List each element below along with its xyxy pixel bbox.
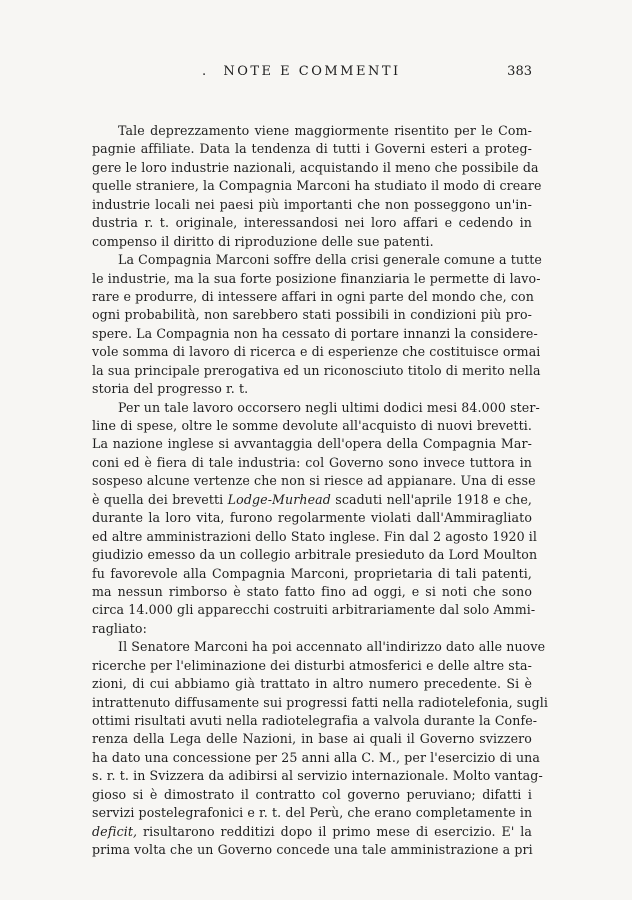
paragraph (92, 399, 540, 639)
text-line: pagnie affiliate. Data la tendenza di tutti i Governi esteri a proteg- (92, 141, 532, 157)
text-line: la sua principale prerogativa ed un riconosciuto titolo di merito nella (92, 362, 541, 378)
text-line: ogni probabilità, non sarebbero stati possibili in condizioni più pro- (92, 307, 532, 323)
header-dot: . (202, 64, 209, 79)
text-line: La nazione inglese si avvantaggia dell'opera della Compagnia Mar- (92, 436, 532, 452)
text-line: vole somma di lavoro di ricerca e di esperienze che costituisce ormai (92, 344, 541, 360)
text-line: ha dato una concessione per 25 anni alla C. M., per l'esercizio di una (92, 749, 540, 765)
text-line: s. r. t. in Svizzera da adibirsi al servizio internazionale. Molto vantag- (92, 768, 543, 784)
text-line: deficit, risultarono redditizi dopo il primo mese di esercizio. E' la (92, 823, 532, 839)
text-line: Per un tale lavoro occorsero negli ultimi dodici mesi 84.000 ster- (118, 399, 540, 415)
text-line: Il Senatore Marconi ha poi accennato all'indirizzo dato alle nuove (118, 639, 546, 655)
text-line: ragliato: (92, 620, 147, 636)
text-line: fu favorevole alla Compagnia Marconi, proprietaria di tali patenti, (92, 565, 532, 581)
text-line: renza della Lega delle Nazioni, in base ai quali il Governo svizzero (92, 731, 532, 747)
text-line: dustria r. t. originale, interessandosi nei loro affari e cedendo in (92, 215, 532, 231)
text-line: circa 14.000 gli apparecchi costruiti arbitrariamente dal solo Ammi- (92, 602, 536, 618)
text-line: le industrie, ma la sua forte posizione finanziaria le permette di lavo- (92, 270, 541, 286)
text-line: quelle straniere, la Compagnia Marconi ha studiato il modo di creare (92, 178, 542, 194)
text-line: ricerche per l'eliminazione dei disturbi atmosferici e delle altre sta- (92, 657, 532, 673)
text-line: servizi postelegrafonici e r. t. del Perù, che erano completamente in (92, 805, 533, 821)
text-line: zioni, di cui abbiamo già trattato in altro numero precedente. Si è (92, 676, 532, 692)
text-line: line di spese, oltre le somme devolute all'acquisto di nuovi brevetti. (92, 418, 532, 433)
header-title: NOTE E COMMENTI (223, 64, 401, 79)
text-line: compenso il diritto di riproduzione delle sue patenti. (92, 233, 434, 249)
text-line: ottimi risultati avuti nella radiotelegrafia a valvola durante la Confe- (92, 713, 538, 728)
paragraph (92, 122, 542, 251)
text-line: storia del progresso r. t. (92, 381, 249, 397)
text-line: gioso si è dimostrato il contratto col governo peruviano; difatti i (92, 786, 532, 802)
page-number: 383 (507, 64, 532, 79)
text-line: ed altre amministrazioni dello Stato inglese. Fin dal 2 agosto 1920 il (92, 528, 538, 544)
text-line: rare e produrre, di intessere affari in ogni parte del mondo che, con (92, 288, 534, 304)
text-line: Tale deprezzamento viene maggiormente risentito per le Com- (118, 123, 532, 138)
text-line: durante la loro vita, furono regolarmente violati dall'Ammiragliato (92, 510, 532, 526)
text-line: giudizio emesso da un collegio arbitrale presieduto da Lord Moulton (92, 547, 538, 563)
text-line: ma nessun rimborso è stato fatto fino ad oggi, e si noti che sono (92, 583, 532, 599)
paragraph (92, 638, 548, 859)
body-text (92, 122, 548, 860)
text-line: industrie locali nei paesi più importanti che non posseggono un'in- (92, 196, 532, 212)
text-line: La Compagnia Marconi soffre della crisi generale comune a tutte (118, 252, 542, 268)
text-line: sospeso alcune vertenze che non si riesce ad appianare. Una di esse (92, 473, 536, 489)
running-header (92, 64, 532, 84)
text-line: prima volta che un Governo concede una tale amministrazione a pri (92, 842, 533, 858)
text-line: intrattenuto diffusamente sui progressi fatti nella radiotelefonia, sugli (92, 694, 548, 710)
text-line: è quella dei brevetti Lodge-Murhead scaduti nell'aprile 1918 e che, (92, 491, 532, 507)
paragraph (92, 251, 542, 399)
text-line: coni ed è fiera di tale industria: col Governo sono invece tuttora in (92, 454, 532, 470)
text-line: spere. La Compagnia non ha cessato di portare innanzi la considere- (92, 325, 538, 341)
text-line: gere le loro industrie nazionali, acquistando il meno che possibile da (92, 159, 539, 175)
